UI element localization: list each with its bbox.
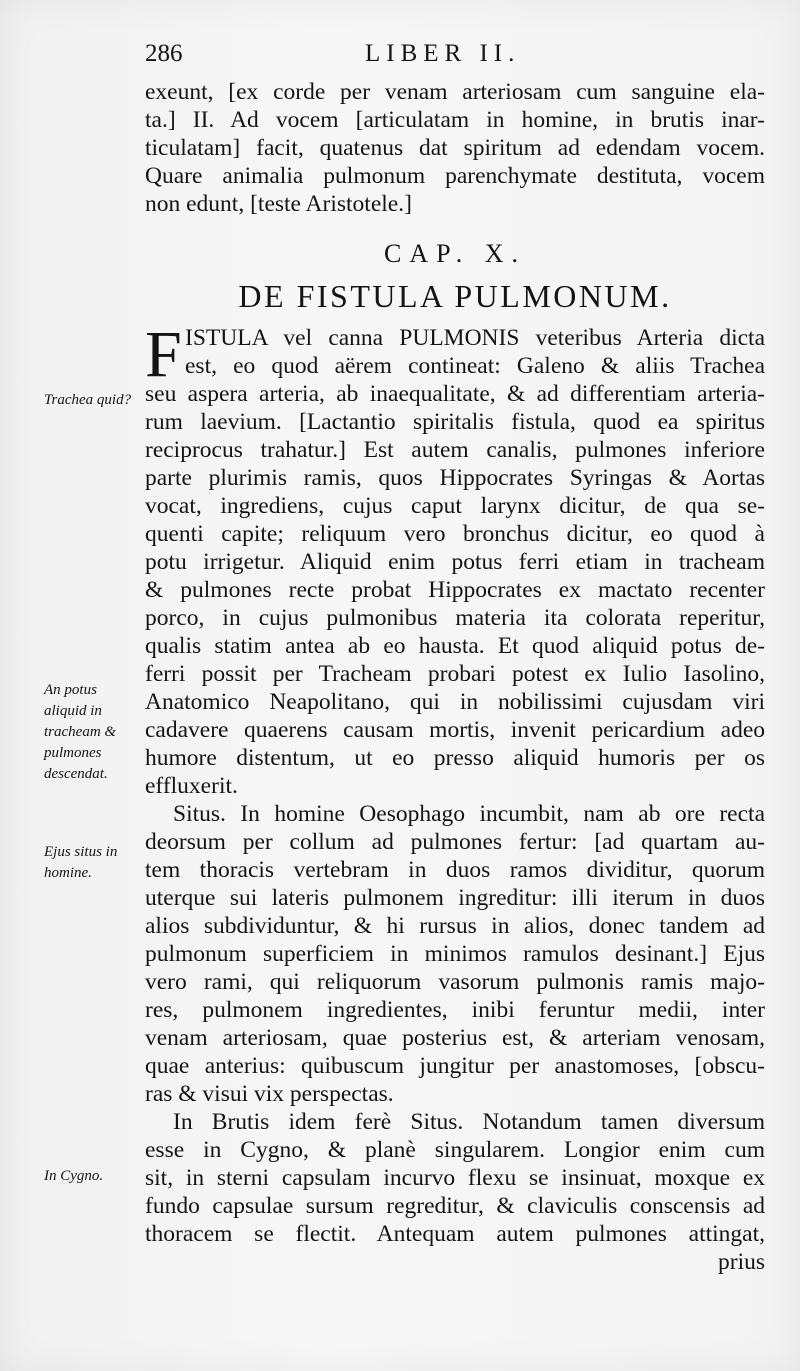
body-text — [145, 78, 765, 1276]
text-line: potu irrigetur. Aliquid enim potus ferri etiam in tracheam — [145, 549, 765, 575]
text-line: rum laevium. [Lactantio spiritalis fistula, quod ea spiritus — [145, 409, 765, 435]
text-line: non edunt, [teste Aristotele.] — [145, 191, 412, 217]
text-line: vero rami, qui reliquorum vasorum pulmonis ramis majo- — [145, 969, 765, 995]
text-line: & pulmones recte probat Hippocrates ex mactato recenter — [145, 577, 765, 603]
text-line: sit, in sterni capsulam incurvo flexu se insinuat, moxque ex — [145, 1165, 765, 1191]
catchword: prius — [718, 1249, 765, 1275]
text-line: fundo capsulae sursum regreditur, & claviculis conscensis ad — [145, 1193, 765, 1219]
text-line: qualis statim antea ab eo hausta. Et quod aliquid potus de- — [145, 633, 765, 659]
running-head: LIBER II. — [365, 40, 521, 67]
opening-paragraph — [145, 318, 765, 800]
brutis-paragraph — [145, 1108, 765, 1276]
text-line: Anatomico Neapolitano, qui in nobilissimi cujusdam viri — [145, 689, 765, 715]
text-line: ta.] II. Ad vocem [articulatam in homine, in brutis inar- — [145, 107, 765, 133]
text-line: quae anterius: quibuscum jungitur per anastomoses, [obscu- — [145, 1053, 765, 1079]
text-line: parte plurimis ramis, quos Hippocrates Syringas & Aortas — [145, 465, 765, 491]
text-line: deorsum per collum ad pulmones fertur: [ad quartam au- — [145, 829, 765, 855]
margin-note-potus: An potus aliquid in tracheam & pulmones descendat. — [44, 682, 117, 782]
text-line: humore distentum, ut eo presso aliquid humoris per os — [145, 745, 765, 771]
text-line: est, eo quod aërem contineat: Galeno & aliis Trachea — [185, 353, 765, 379]
text-line: pulmonum superficiem in minimos ramulos desinant.] Ejus — [145, 941, 765, 967]
text-line: thoracem se flectit. Antequam autem pulmones attingat, — [145, 1221, 765, 1247]
text-line: porco, in cujus pulmonibus materia ita colorata reperitur, — [145, 605, 765, 631]
text-line: uterque sui lateris pulmonem ingreditur: illi iterum in duos — [145, 885, 765, 911]
margin-note-trachea: Trachea quid? — [44, 392, 132, 408]
text-line: ras & visui vix perspectas. — [145, 1081, 394, 1107]
text-line: alios subdividuntur, & hi rursus in alios, donec tandem ad — [145, 913, 765, 939]
chapter-title: DE FISTULA PULMONUM. — [238, 278, 672, 314]
page-number: 286 — [145, 40, 183, 67]
chapter-label: CAP. X. — [384, 239, 526, 268]
text-line: Quare animalia pulmonum parenchymate destituta, vocem — [145, 163, 765, 189]
text-line: effluxerit. — [145, 773, 238, 799]
text-line: quenti capite; reliquum vero bronchus dicitur, eo quod à — [145, 521, 765, 547]
text-line: tem thoracis vertebram in duos ramos dividitur, quorum — [145, 857, 765, 883]
text-line: esse in Cygno, & planè singularem. Longior enim cum — [145, 1137, 765, 1163]
drop-cap: F — [145, 318, 182, 391]
text-line: Situs. In homine Oesophago incumbit, nam ab ore recta — [173, 801, 765, 827]
text-line: res, pulmonem ingredientes, inibi feruntur medii, inter — [145, 997, 765, 1023]
page-header — [145, 40, 760, 80]
text-line: In Brutis idem ferè Situs. Notandum tamen diversum — [173, 1109, 765, 1135]
text-line: cadavere quaerens causam mortis, invenit pericardium adeo — [145, 717, 765, 743]
text-line: ISTULA vel canna PULMONIS veteribus Arteria dicta — [185, 325, 765, 351]
text-line: seu aspera arteria, ab inaequalitate, & ad differentiam arteria- — [145, 381, 765, 407]
text-line: venam arteriosam, quae posterius est, & arteriam venosam, — [145, 1025, 765, 1051]
text-line: exeunt, [ex corde per venam arteriosam cum sanguine ela- — [145, 79, 765, 105]
text-line: ticulatam] facit, quatenus dat spiritum ad edendam vocem. — [145, 135, 765, 161]
text-line: ferri possit per Tracheam probari potest ex Iulio Iasolino, — [145, 661, 765, 687]
margin-note-cygno: In Cygno. — [44, 1168, 104, 1184]
situs-paragraph — [145, 800, 765, 1108]
margin-note-situs: Ejus situs in homine. — [44, 844, 118, 881]
text-line: reciprocus trahatur.] Est autem canalis, pulmones inferiore — [145, 437, 765, 463]
text-line: vocat, ingrediens, cujus caput larynx dicitur, de qua se- — [145, 493, 765, 519]
